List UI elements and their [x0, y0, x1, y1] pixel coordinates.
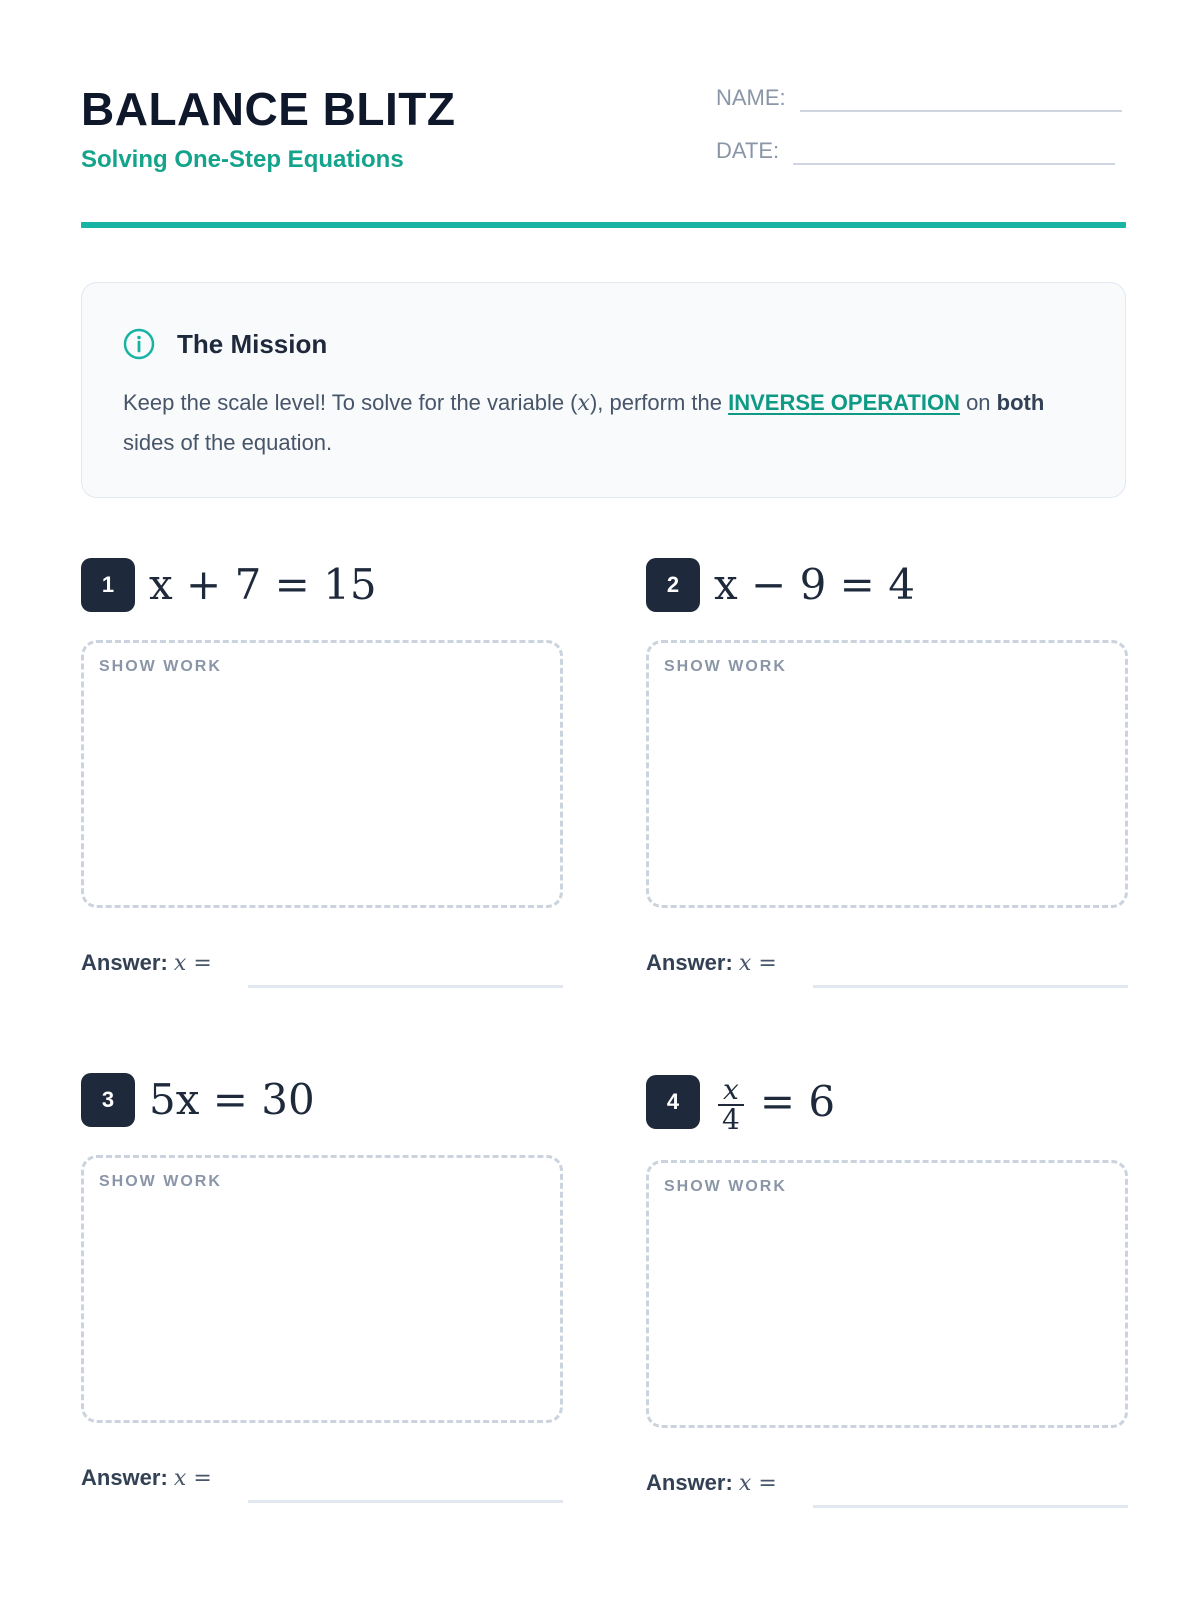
show-work-label: SHOW WORK — [664, 658, 787, 675]
answer-row — [81, 1463, 563, 1503]
answer-label — [646, 1470, 777, 1496]
answer-label — [81, 1465, 212, 1491]
date-row — [716, 137, 1115, 165]
answer-input-line[interactable] — [813, 1505, 1128, 1508]
answer-variable: x = — [173, 1466, 212, 1491]
show-work-area[interactable] — [646, 640, 1128, 908]
problem-number-badge: 4 — [646, 1075, 700, 1129]
problem-number-badge: 1 — [81, 558, 135, 612]
answer-input-line[interactable] — [248, 1500, 563, 1503]
inverse-operation-highlight: INVERSE OPERATION — [728, 390, 960, 415]
mission-variable: x — [577, 391, 590, 416]
mission-box — [81, 282, 1126, 498]
fraction-numerator: x — [718, 1076, 744, 1106]
answer-label-text: Answer: — [81, 950, 168, 975]
answer-input-line[interactable] — [813, 985, 1128, 988]
equation-rest: = 6 — [759, 1077, 836, 1126]
problem-equation — [718, 1073, 836, 1136]
show-work-area[interactable] — [81, 1155, 563, 1423]
date-input-line[interactable] — [793, 139, 1115, 165]
answer-label — [81, 950, 212, 976]
fraction — [718, 1073, 744, 1136]
name-input-line[interactable] — [800, 86, 1122, 112]
info-circle-icon — [123, 328, 155, 360]
show-work-label: SHOW WORK — [99, 1173, 222, 1190]
answer-label-text: Answer: — [646, 1470, 733, 1495]
answer-label-text: Answer: — [81, 1465, 168, 1490]
fraction-denominator: 4 — [722, 1103, 740, 1136]
mission-heading: The Mission — [177, 329, 328, 359]
show-work-label: SHOW WORK — [99, 658, 222, 675]
answer-row — [646, 1468, 1128, 1508]
mission-text-segment: sides of the equation. — [123, 430, 333, 455]
problem-number-badge: 2 — [646, 558, 700, 612]
answer-label — [646, 950, 777, 976]
answer-variable: x = — [738, 951, 777, 976]
answer-variable: x = — [173, 951, 212, 976]
show-work-area[interactable] — [81, 640, 563, 908]
problem-equation: x − 9 = 4 — [714, 560, 915, 609]
show-work-label: SHOW WORK — [664, 1178, 787, 1195]
header-divider — [81, 222, 1126, 228]
name-row — [716, 84, 1122, 112]
mission-text-segment: on — [959, 390, 997, 415]
worksheet-subtitle: Solving One-Step Equations — [81, 146, 404, 173]
problem-equation: 5x = 30 — [149, 1075, 315, 1124]
mission-text — [123, 383, 1083, 462]
answer-input-line[interactable] — [248, 985, 563, 988]
problem-number-badge: 3 — [81, 1073, 135, 1127]
mission-text-segment: ), perform the — [589, 390, 729, 415]
answer-row — [81, 948, 563, 988]
mission-text-segment: Keep the scale level! To solve for the variable ( — [123, 390, 578, 415]
date-label: DATE: — [716, 138, 780, 163]
answer-row — [646, 948, 1128, 988]
worksheet-title: BALANCE BLITZ — [81, 83, 456, 135]
problem-equation: x + 7 = 15 — [149, 560, 377, 609]
show-work-area[interactable] — [646, 1160, 1128, 1428]
mission-bold-word: both — [996, 390, 1045, 415]
name-label: NAME: — [716, 85, 786, 110]
answer-variable: x = — [738, 1471, 777, 1496]
answer-label-text: Answer: — [646, 950, 733, 975]
